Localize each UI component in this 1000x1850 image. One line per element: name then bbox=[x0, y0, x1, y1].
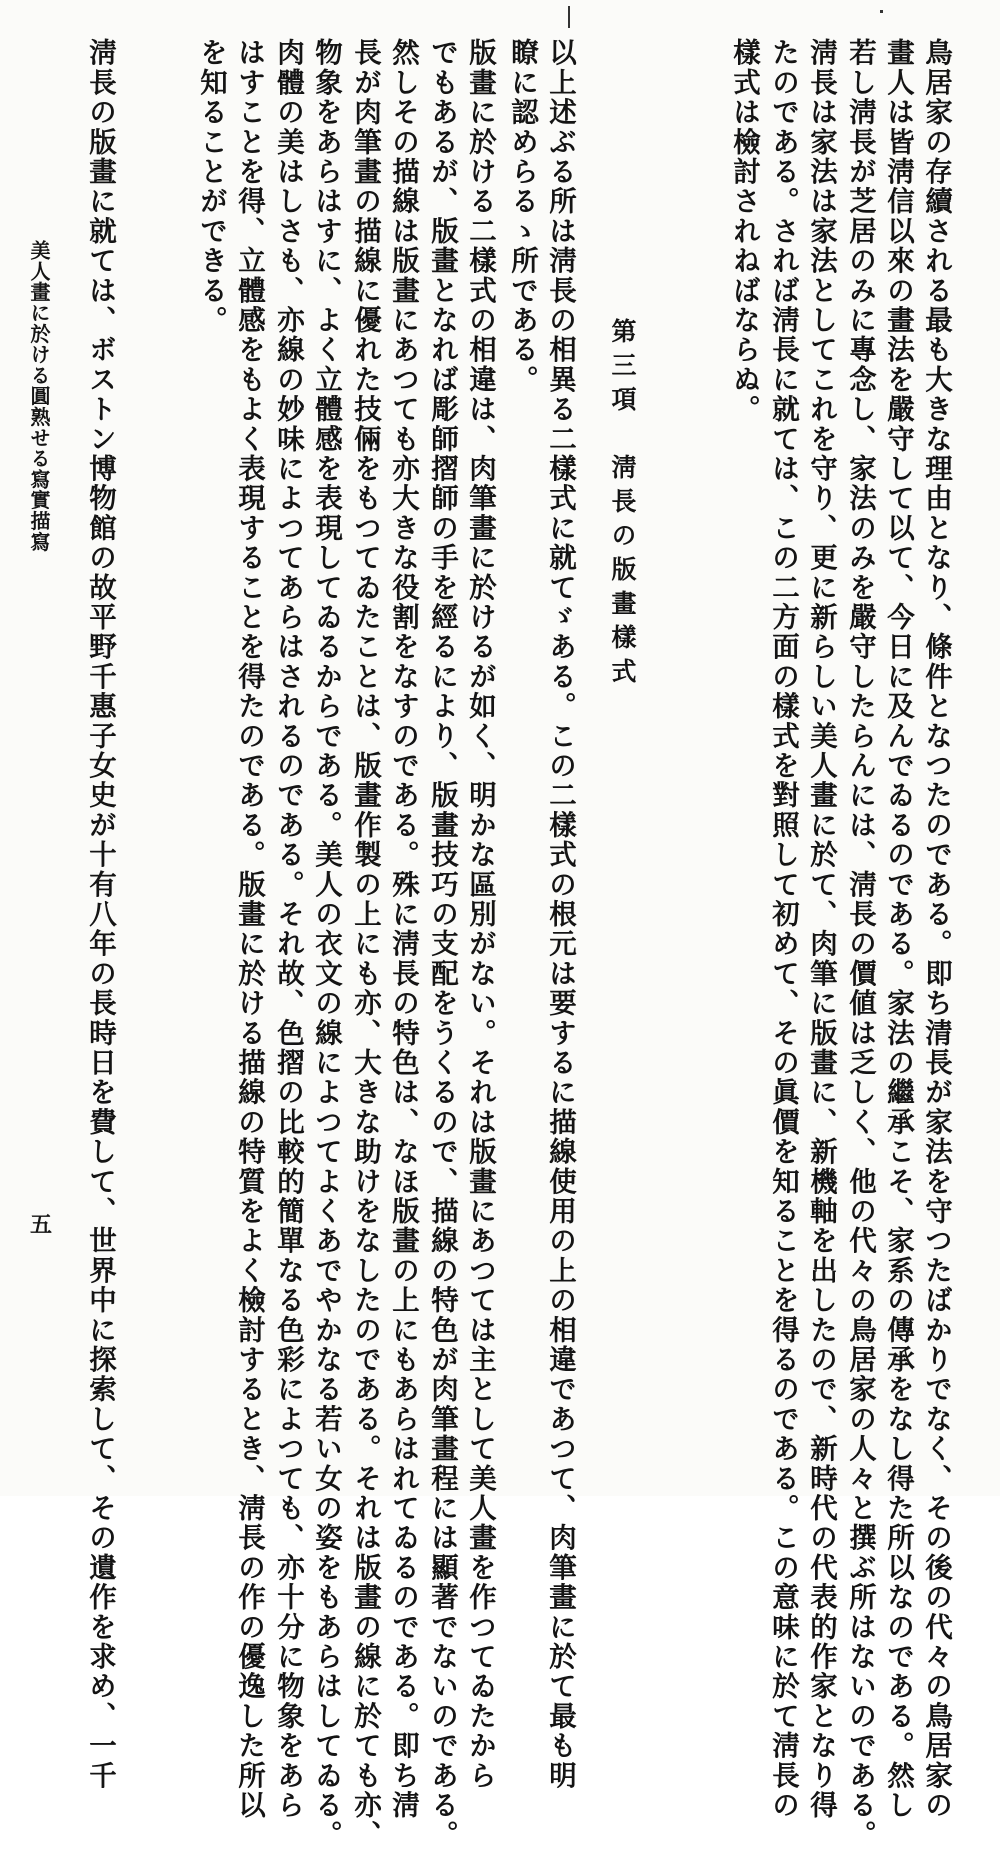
text-column: 物象をあらはすに、よく立體感を表現してゐるからである。美人の衣文の線によつてよくあでやかなる若い女の姿をもあらはしてゐる。 bbox=[310, 38, 342, 1850]
text-column: 瞭に認めらるゝ所である。 bbox=[506, 38, 538, 395]
page-number: 五 bbox=[30, 1212, 53, 1238]
scan-mark bbox=[568, 6, 570, 28]
text-column: たのである。されば淸長に就ては、この二方面の樣式を對照して初めて、その眞價を知ることを得るのである。この意味に於て淸長の bbox=[767, 38, 799, 1820]
text-column: 淸長の版畫に就ては、ボストン博物館の故平野千惠子女史が十有八年の長時日を費して、世界中に探索して、その遺作を求め、一千 bbox=[84, 38, 116, 1791]
text-column: でもあるが、版畫となれば彫師摺師の手を經るにより、版畫技巧の支配をうくるので、描線の特色が肉筆畫程には顯著でないのである。 bbox=[426, 38, 458, 1850]
text-column: はすことを得、立體感をもよく表現することを得たのである。版畫に於ける描線の特質をよく檢討するとき、淸長の作の優逸した所以 bbox=[233, 38, 265, 1820]
text-column: 樣式は檢討されねばならぬ。 bbox=[728, 38, 760, 425]
text-column: 版畫に於ける二樣式の相違は、肉筆畫に於けるが如く、明かな區別がない。それは版畫にあつては主として美人畫を作つてゐたから bbox=[464, 38, 496, 1791]
text-column: 畫人は皆淸信以來の畫法を嚴守して以て、今日に及んでゐるのである。家法の繼承こそ、家系の傳承をなし得た所以なのである。然し bbox=[882, 38, 914, 1820]
running-head: 美人畫に於ける圓熟せる寫實描寫 bbox=[27, 240, 51, 552]
text-column: 以上述ぶる所は淸長の相異る二樣式に就てゞある。この二樣式の根元は要するに描線使用の上の相違であつて、肉筆畫に於て最も明 bbox=[544, 38, 576, 1791]
text-column: を知ることができる。 bbox=[195, 38, 227, 335]
text-column: 鳥居家の存續される最も大きな理由となり、條件となつたのである。即ち清長が家法を守つたばかりでなく、その後の代々の鳥居家の bbox=[920, 38, 952, 1820]
section-header: 第三項 淸長の版畫樣式 bbox=[608, 318, 637, 692]
scan-mark bbox=[880, 10, 883, 13]
text-column: 然しその描線は版畫にあつても亦大きな役割をなすのである。殊に淸長の特色は、なほ版畫の上にもあらはれてゐるのである。即ち淸 bbox=[387, 38, 419, 1820]
text-column: 長が肉筆畫の描線に優れた技倆をもつてゐたことは、版畫作製の上にも亦、大きな助けをなしたのである。それは版畫の線に於ても亦、 bbox=[349, 38, 381, 1850]
text-column: 淸長は家法は家法としてこれを守り、更に新らしい美人畫に於て、肉筆に版畫に、新機軸を出したので、新時代の代表的作家となり得 bbox=[805, 38, 837, 1820]
text-column: 若し淸長が芝居のみに專念し、家法のみを嚴守したらんには、淸長の價値は乏しく、他の代々の鳥居家の人々と撰ぶ所はないのである。 bbox=[844, 38, 876, 1850]
text-column: 肉體の美はしさも、亦線の妙味によつてあらはされるのである。それ故、色摺の比較的簡單なる色彩によつても、亦十分に物象をあら bbox=[272, 38, 304, 1820]
